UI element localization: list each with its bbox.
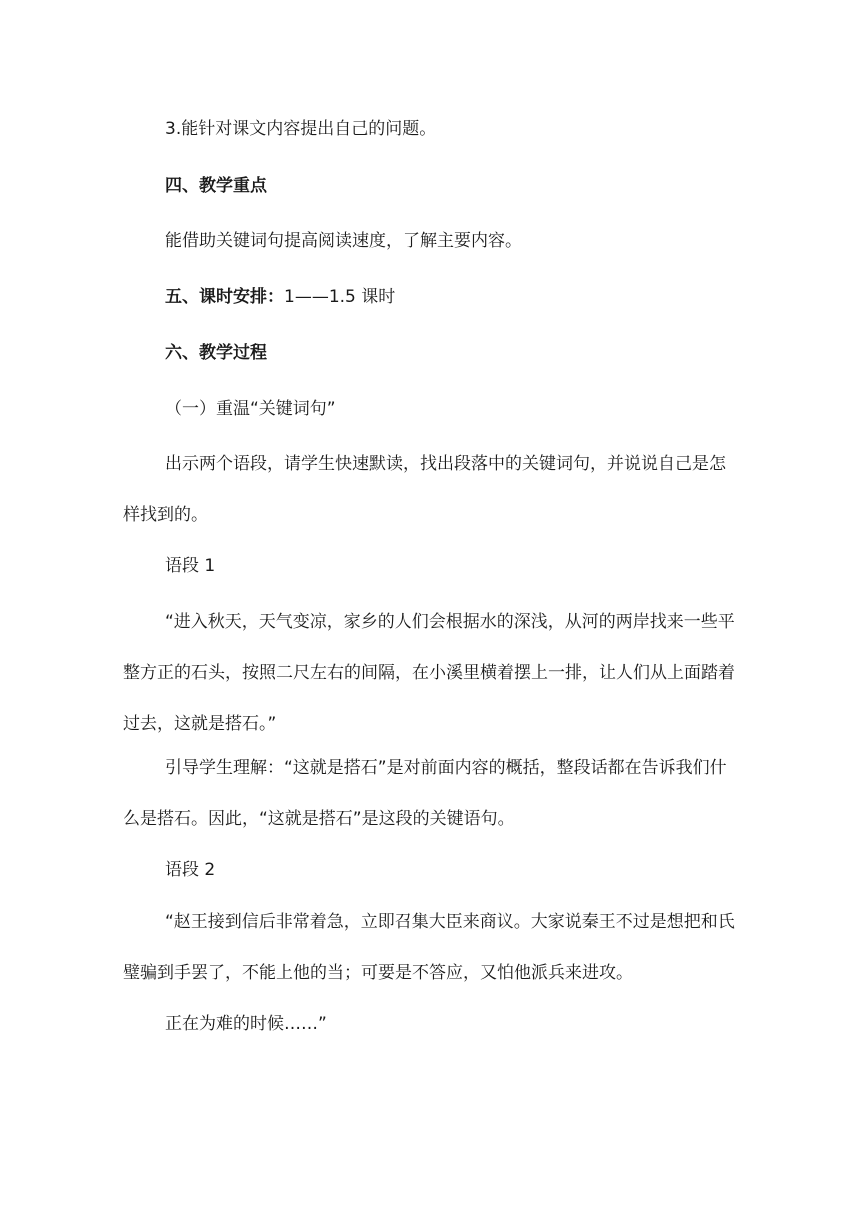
instruction-paragraph: 出示两个语段，请学生快速默读，找出段落中的关键词句，并说说自己是怎样找到的。 bbox=[123, 454, 726, 525]
section-heading-teaching-focus: 四、教学重点 bbox=[165, 176, 267, 196]
passage-quote-1: “进入秋天，天气变凉，家乡的人们会根据水的深浅，从河的两岸找来一些平整方正的石头，按照二尺左右的间隔，在小溪里横着摆上一排，让人们从上面踏着过去，这就是搭石。” bbox=[123, 612, 735, 734]
passage-quote-2: “赵王接到信后非常着急，立即召集大臣来商议。大家说秦王不过是想把和氏璧骗到手罢了，不能上他的当；可要是不答应，又怕他派兵来进攻。 bbox=[123, 912, 735, 983]
schedule-value: 1——1.5 课时 bbox=[284, 287, 396, 307]
guidance-paragraph: 引导学生理解：“这就是搭石”是对前面内容的概括，整段话都在告诉我们什么是搭石。因此，“这就是搭石”是这段的关键语句。 bbox=[123, 758, 727, 829]
passage-label-2: 语段 2 bbox=[165, 860, 216, 880]
teaching-focus-text: 能借助关键词句提高阅读速度，了解主要内容。 bbox=[165, 231, 522, 251]
objective-3: 3.能针对课文内容提出自己的问题。 bbox=[165, 119, 437, 139]
section-heading-teaching-process: 六、教学过程 bbox=[165, 343, 267, 363]
subsection-heading-review: （一）重温“关键词句” bbox=[165, 399, 336, 419]
passage-label-1: 语段 1 bbox=[165, 556, 216, 576]
schedule-label: 五、课时安排： bbox=[165, 287, 284, 307]
section-heading-schedule bbox=[123, 272, 737, 323]
passage-quote-2-continued: 正在为难的时候……” bbox=[165, 1014, 327, 1034]
